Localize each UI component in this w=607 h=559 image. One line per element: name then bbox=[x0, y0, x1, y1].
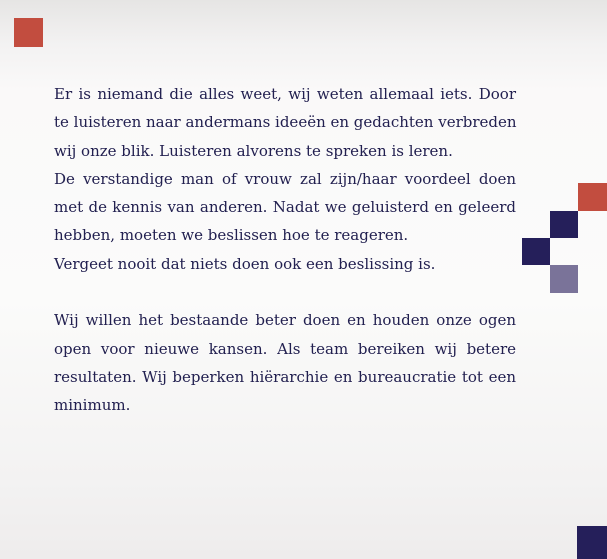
text-line: hebben, moeten we beslissen hoe te reageren. bbox=[54, 226, 409, 245]
bottom-right-navy-square bbox=[577, 526, 607, 559]
text-line: resultaten. Wij beperken hiërarchie en bureaucratie tot een bbox=[54, 367, 516, 386]
right-red-square bbox=[578, 183, 607, 211]
text-line: Vergeet nooit dat niets doen ook een beslissing is. bbox=[54, 254, 436, 273]
body-text bbox=[54, 80, 516, 420]
paragraph-team bbox=[54, 306, 516, 419]
paragraph-listening bbox=[54, 80, 516, 165]
right-navy-square-upper bbox=[550, 211, 578, 238]
text-line: wij onze blik. Luisteren alvorens te spreken is leren. bbox=[54, 141, 453, 160]
paragraph-spacer bbox=[54, 278, 516, 306]
paragraph-decision bbox=[54, 250, 516, 278]
top-left-red-square bbox=[14, 18, 43, 47]
text-line: minimum. bbox=[54, 396, 131, 415]
text-line: te luisteren naar andermans ideeën en gedachten verbreden bbox=[54, 113, 517, 132]
text-line: met de kennis van anderen. Nadat we geluisterd en geleerd bbox=[54, 198, 516, 217]
text-line: De verstandige man of vrouw zal zijn/haar voordeel doen bbox=[54, 169, 516, 188]
right-navy-square-lower bbox=[522, 238, 550, 265]
text-line: Wij willen het bestaande beter doen en houden onze ogen bbox=[54, 311, 516, 330]
text-line: Er is niemand die alles weet, wij weten allemaal iets. Door bbox=[54, 85, 516, 103]
right-lavender-square bbox=[550, 265, 578, 293]
text-line: open voor nieuwe kansen. Als team bereiken wij betere bbox=[54, 339, 516, 358]
paragraph-wisdom bbox=[54, 165, 516, 250]
